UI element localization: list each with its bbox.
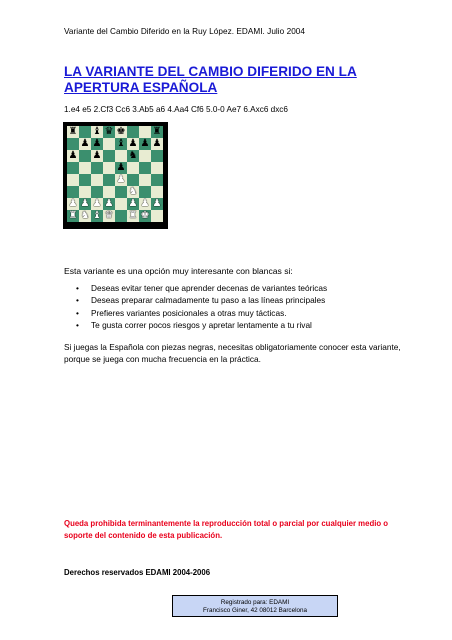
board-square: [91, 162, 103, 174]
board-square: [67, 210, 79, 222]
board-square: [91, 210, 103, 222]
registration-box: [172, 595, 338, 617]
white-rook-icon: ♜: [68, 210, 78, 221]
board-square: [151, 150, 163, 162]
board-square: [103, 150, 115, 162]
chess-diagram: [63, 122, 168, 229]
board-square: [127, 150, 139, 162]
board-square: [91, 126, 103, 138]
chess-board: [67, 126, 163, 222]
white-pawn-icon: ♟: [116, 174, 126, 185]
white-pawn-icon: ♟: [140, 198, 150, 209]
black-pawn-icon: ♟: [80, 138, 90, 149]
board-square: [67, 186, 79, 198]
board-square: [67, 174, 79, 186]
board-square: [139, 186, 151, 198]
board-square: [79, 126, 91, 138]
copyright-warning: Queda prohibida terminantemente la reproducción total o parcial por cualquier medio o soporte del contenido de esta publicación.: [64, 519, 389, 540]
white-pawn-icon: ♟: [104, 198, 114, 209]
board-square: [103, 198, 115, 210]
board-square: [139, 174, 151, 186]
board-square: [151, 210, 163, 222]
board-square: [127, 126, 139, 138]
board-square: [115, 174, 127, 186]
board-square: [139, 210, 151, 222]
black-pawn-icon: ♟: [152, 138, 162, 149]
black-pawn-icon: ♟: [128, 138, 138, 149]
list-item: • Prefieres variantes posicionales a otras muy tácticas.: [64, 307, 327, 319]
black-pawn-icon: ♟: [140, 138, 150, 149]
board-square: [79, 150, 91, 162]
list-item: • Deseas evitar tener que aprender decenas de variantes teóricas: [64, 282, 327, 294]
registration-line: Francisco Giner, 42 08012 Barcelona: [203, 607, 307, 614]
board-square: [127, 198, 139, 210]
black-knight-icon: ♞: [128, 150, 138, 161]
board-square: [127, 174, 139, 186]
board-square: [91, 174, 103, 186]
black-pawn-icon: ♟: [68, 150, 78, 161]
black-rook-icon: ♜: [68, 126, 78, 137]
board-square: [115, 138, 127, 150]
board-square: [151, 174, 163, 186]
list-item: • Te gusta correr pocos riesgos y apretar lentamente a tu rival: [64, 319, 327, 331]
board-square: [103, 126, 115, 138]
board-square: [103, 210, 115, 222]
page-header: Variante del Cambio Diferido en la Ruy López. EDAMI. Julio 2004: [64, 27, 306, 36]
board-square: [67, 198, 79, 210]
body-paragraph: Si juegas la Española con piezas negras, necesitas obligatoriamente conocer esta variante, porque se juega con mucha frecuencia en la práctica.: [64, 342, 401, 364]
board-square: [139, 198, 151, 210]
rights-notice: Derechos reservados EDAMI 2004-2006: [64, 568, 211, 577]
board-square: [67, 138, 79, 150]
black-king-icon: ♚: [116, 126, 126, 137]
board-square: [115, 186, 127, 198]
white-knight-icon: ♞: [80, 210, 90, 221]
board-square: [127, 138, 139, 150]
white-pawn-icon: ♟: [92, 198, 102, 209]
board-square: [67, 150, 79, 162]
board-square: [115, 162, 127, 174]
white-pawn-icon: ♟: [128, 198, 138, 209]
white-bishop-icon: ♝: [92, 210, 102, 221]
board-square: [91, 150, 103, 162]
move-sequence: 1.e4 e5 2.Cf3 Cc6 3.Ab5 a6 4.Aa4 Cf6 5.0-0 Ae7 6.Axc6 dxc6: [64, 105, 288, 114]
board-square: [79, 138, 91, 150]
white-queen-icon: ♛: [104, 210, 114, 221]
board-square: [103, 162, 115, 174]
page-title: LA VARIANTE DEL CAMBIO DIFERIDO EN LA APERTURA ESPAÑOLA: [64, 64, 357, 95]
white-pawn-icon: ♟: [68, 198, 78, 209]
board-square: [151, 198, 163, 210]
board-square: [79, 174, 91, 186]
board-square: [79, 162, 91, 174]
black-bishop-icon: ♝: [116, 138, 126, 149]
white-pawn-icon: ♟: [152, 198, 162, 209]
board-square: [115, 150, 127, 162]
board-square: [67, 162, 79, 174]
board-square: [79, 198, 91, 210]
board-square: [79, 186, 91, 198]
board-square: [103, 186, 115, 198]
black-pawn-icon: ♟: [92, 150, 102, 161]
white-knight-icon: ♞: [128, 186, 138, 197]
reasons-list: [64, 282, 327, 332]
white-pawn-icon: ♟: [80, 198, 90, 209]
board-square: [115, 210, 127, 222]
list-item: • Deseas preparar calmadamente tu paso a las líneas principales: [64, 294, 327, 306]
black-pawn-icon: ♟: [116, 162, 126, 173]
black-pawn-icon: ♟: [92, 138, 102, 149]
white-rook-icon: ♜: [128, 210, 138, 221]
board-square: [79, 210, 91, 222]
black-queen-icon: ♛: [104, 126, 114, 137]
board-square: [139, 126, 151, 138]
board-square: [139, 138, 151, 150]
board-square: [139, 162, 151, 174]
board-square: [151, 186, 163, 198]
black-rook-icon: ♜: [152, 126, 162, 137]
board-square: [151, 126, 163, 138]
black-bishop-icon: ♝: [92, 126, 102, 137]
board-square: [127, 210, 139, 222]
board-square: [127, 162, 139, 174]
board-square: [91, 186, 103, 198]
board-square: [91, 198, 103, 210]
board-square: [139, 150, 151, 162]
board-square: [115, 126, 127, 138]
intro-text: Esta variante es una opción muy interesante con blancas si:: [64, 266, 293, 276]
registration-line: Registrado para: EDAMI: [220, 599, 290, 606]
board-square: [151, 138, 163, 150]
white-king-icon: ♚: [140, 210, 150, 221]
board-square: [103, 174, 115, 186]
board-square: [115, 198, 127, 210]
board-square: [67, 126, 79, 138]
board-square: [103, 138, 115, 150]
board-square: [127, 186, 139, 198]
board-square: [91, 138, 103, 150]
board-square: [151, 162, 163, 174]
